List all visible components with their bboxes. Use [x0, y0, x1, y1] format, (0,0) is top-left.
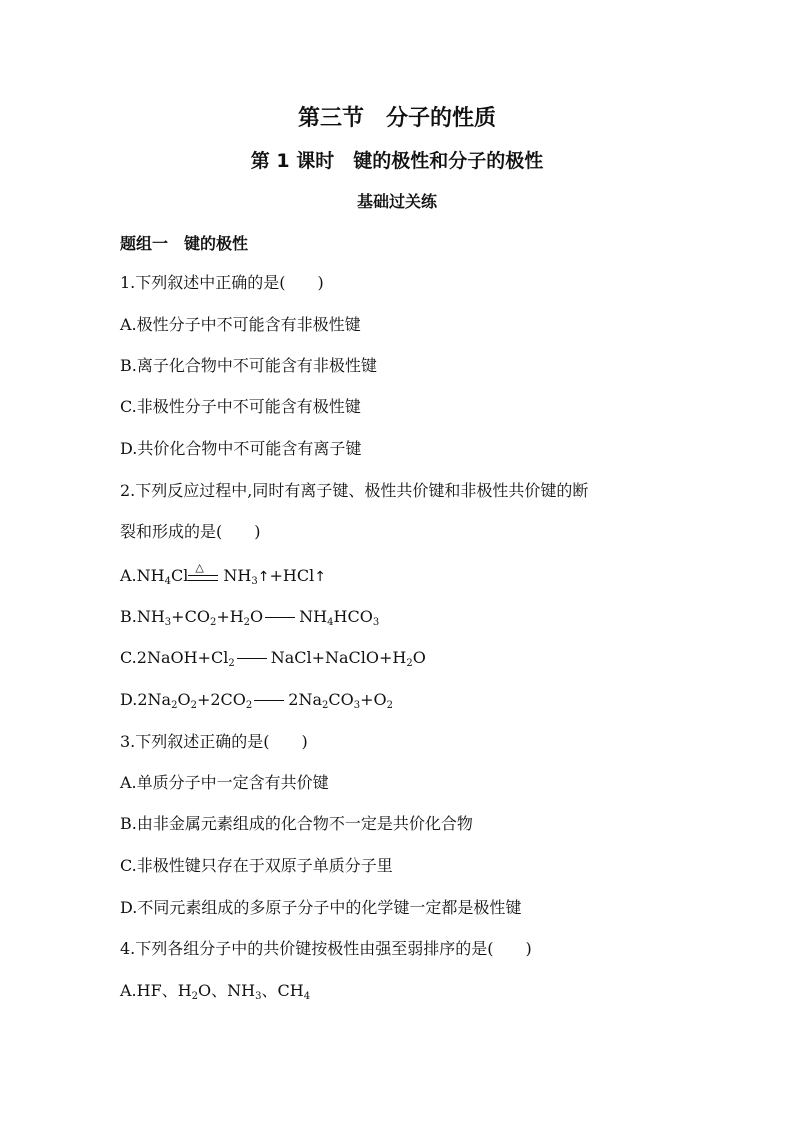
q3-stem: 3.下列叙述正确的是( ): [120, 732, 308, 751]
q2-option-d-label: D.: [120, 690, 138, 709]
q2-stem-line1: 2.下列反应过程中,同时有离子键、极性共价键和非极性共价键的断: [120, 481, 589, 500]
level-title: 基础过关练: [356, 192, 437, 211]
q2-stem-line2: 裂和形成的是( ): [120, 522, 261, 541]
section-title: 第三节 分子的性质: [297, 106, 496, 131]
q2-option-b-label: B.: [120, 607, 137, 626]
gas-up-arrow-icon: ↑: [314, 569, 326, 585]
q1-option-b: B.离子化合物中不可能含有非极性键: [120, 356, 377, 375]
reaction-line-icon: [237, 658, 267, 659]
q2-option-c: $C.2NaOH+Cl_2$ $NaCl+NaClO+H_2O$: [120, 648, 426, 669]
q1-option-c: C.非极性分子中不可能含有极性键: [120, 397, 361, 416]
q4-stem: 4.下列各组分子中的共价键按极性由强至弱排序的是( ): [120, 939, 532, 958]
group-heading: 题组一 键的极性: [120, 234, 249, 253]
q2-option-c-label: C.: [120, 648, 137, 667]
lesson-title: 第 1 课时 键的极性和分子的极性: [250, 150, 544, 172]
heat-symbol: △: [195, 560, 204, 574]
q1-option-a: A.极性分子中不可能含有非极性键: [120, 315, 361, 334]
q3-option-b: B.由非金属元素组成的化合物不一定是共价化合物: [120, 814, 473, 833]
reaction-line-icon: [265, 617, 295, 618]
q2-option-d: $D.2Na_2O_2+2CO_2$ $2Na_2CO_3+O_2$: [120, 690, 393, 711]
q1-stem: 1.下列叙述中正确的是( ): [120, 273, 324, 292]
q2-option-a-label: A.: [120, 566, 137, 585]
q4-option-a: A.HF、$H_2O$、$NH_3$、$CH_4$: [120, 981, 311, 1002]
q2-option-a: $A.NH_4Cl$ △ $NH_3↑+HCl↑$: [120, 566, 326, 587]
q3-option-a: A.单质分子中一定含有共价键: [120, 773, 329, 792]
gas-up-arrow-icon: ↑: [257, 569, 270, 585]
q3-option-c: C.非极性键只存在于双原子单质分子里: [120, 856, 393, 875]
q4-option-a-label: A.: [120, 981, 137, 1000]
q3-option-d: D.不同元素组成的多原子分子中的化学键一定都是极性键: [120, 898, 522, 917]
heating-arrow-icon: [188, 560, 218, 584]
reaction-line-icon: [254, 700, 284, 701]
q1-option-d: D.共价化合物中不可能含有离子键: [120, 439, 362, 458]
q2-option-b: $B.NH_3+CO_2+H_2O$ $NH_4HCO_3$: [120, 607, 380, 628]
